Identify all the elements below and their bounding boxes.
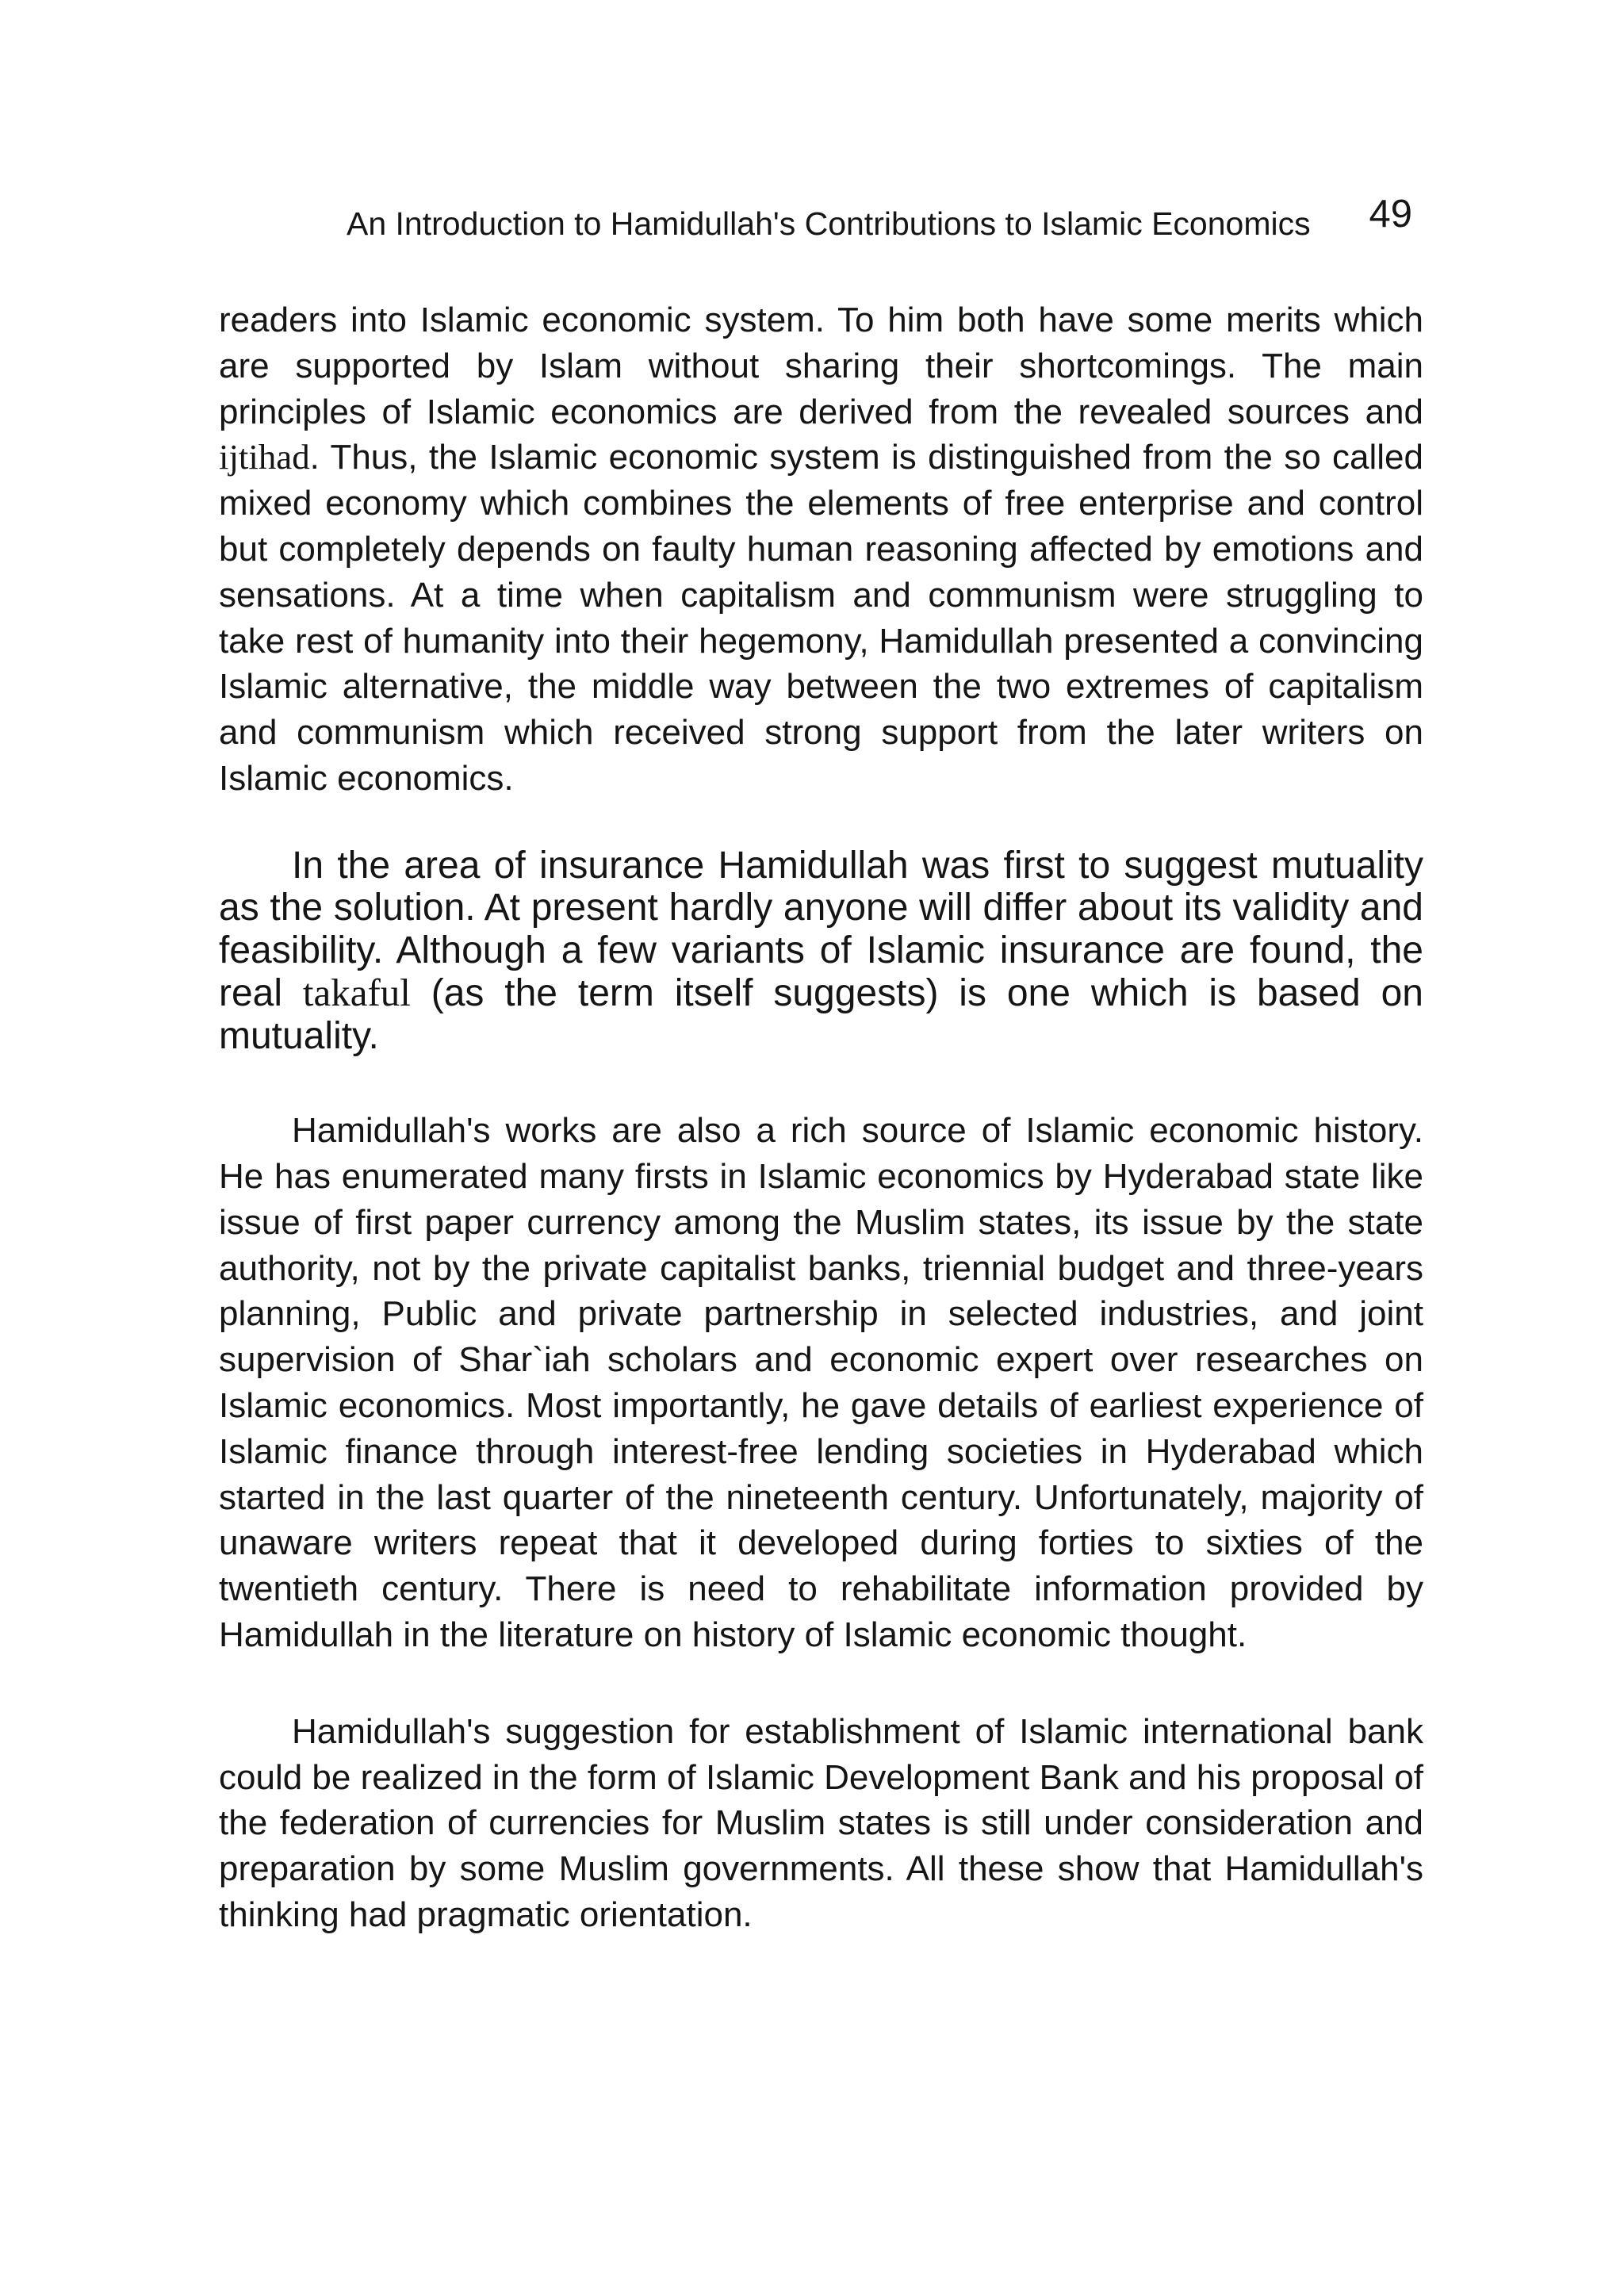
paragraph-international-bank: Hamidullah's suggestion for establishment of Islamic international bank could be realized in the form of Islamic Development Bank and his proposal of the federation of currencies for Muslim states is still under consideration and preparation by some Muslim governments. All these show that Hamidullah's thinking had pragmatic orientation.: [219, 1711, 1423, 1935]
paragraph-text: (as the term itself suggests) is one which is based on mutuality.: [219, 972, 1424, 1057]
running-title: An Introduction to Hamidullah's Contributions to Islamic Economics: [347, 205, 1311, 242]
paragraph-text: . Thus, the Islamic economic system is distinguished from the so called mixed economy which combines the elements of free enterprise and control but completely depends on faulty human reasoning affected by emotions and sensations. At a time when capitalism and communism were struggling to take rest of humanity into their hegemony, Hamidullah presented a convincing Islamic alternative, the middle way between the two extremes of capitalism and communism which received strong support from the later writers on Islamic economics.: [219, 438, 1423, 798]
paragraph-text: In the area of insurance Hamidullah was first to suggest mutuality as the solution. At present hardly anyone will differ about its validity and feasibility. Although a few variants of Islamic insurance are found, the real: [219, 844, 1423, 1015]
paragraph-economic-system: [219, 297, 1423, 802]
running-head: [347, 193, 1412, 247]
paragraph-insurance: [219, 845, 1423, 1058]
page-number: 49: [1369, 193, 1412, 236]
body-text: [219, 297, 1423, 1938]
term-takaful: takaful: [302, 971, 411, 1015]
paragraph-text: readers into Islamic economic system. To him both have some merits which are supported by Islam without sharing their shortcomings. The main principles of Islamic economics are derived from the revealed sources and: [219, 301, 1423, 431]
term-ijtihad: ijtihad: [219, 437, 310, 477]
paragraph-economic-history: Hamidullah's works are also a rich source of Islamic economic history. He has enumerated many firsts in Islamic economics by Hyderabad state like issue of first paper currency among the Muslim states, its issue by the state authority, not by the private capitalist banks, triennial budget and three-years planning, Public and private partnership in selected industries, and joint supervision of Shar`iah scholars and economic expert over researches on Islamic economics. Most importantly, he gave details of earliest experience of Islamic finance through interest-free lending societies in Hyderabad which started in the last quarter of the nineteenth century. Unfortunately, majority of unaware writers repeat that it developed during forties to sixties of the twentieth century. There is need to rehabilitate information provided by Hamidullah in the literature on history of Islamic economic thought.: [219, 1111, 1423, 1655]
